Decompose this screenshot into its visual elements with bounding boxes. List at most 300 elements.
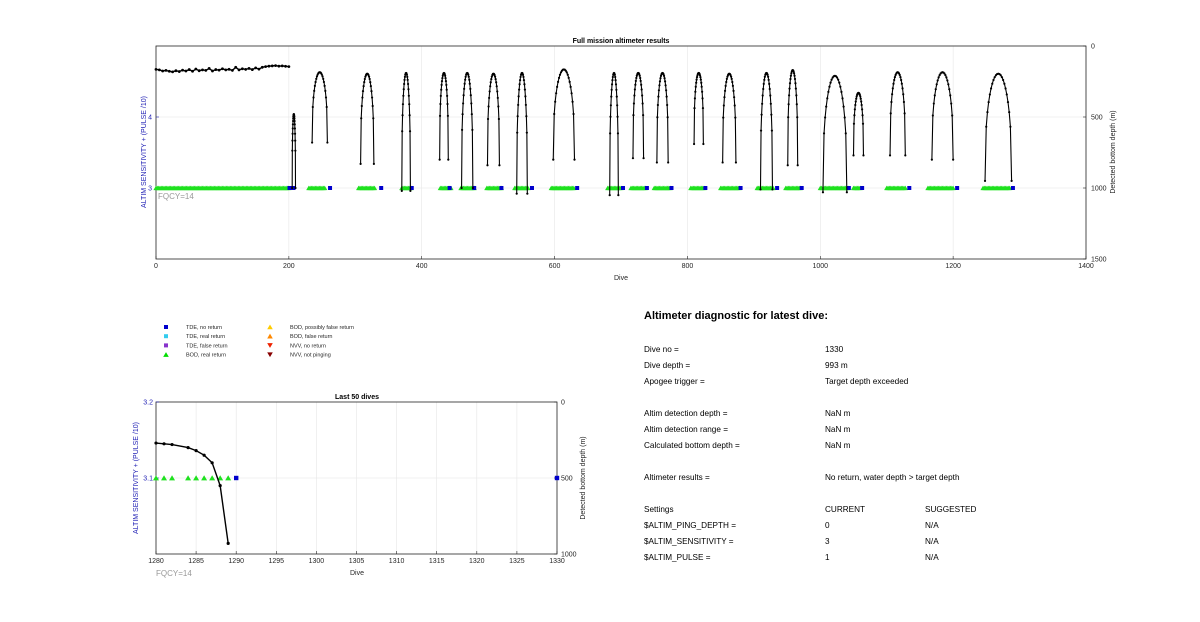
depth-point xyxy=(1009,126,1011,128)
depth-point xyxy=(762,94,764,96)
depth-point xyxy=(634,88,636,90)
depth-point xyxy=(1007,101,1009,103)
depth-point xyxy=(947,83,949,85)
depth-point xyxy=(611,89,613,91)
depth-point xyxy=(526,132,528,134)
depth-point xyxy=(701,91,703,93)
depth-point xyxy=(314,81,316,83)
depth-point xyxy=(825,106,827,108)
depth-point xyxy=(553,113,555,115)
dive-depth-arch xyxy=(553,69,574,159)
depth-point xyxy=(760,129,762,131)
x-tick-label: 1000 xyxy=(812,263,829,270)
x-tick-label: 400 xyxy=(415,263,428,270)
legend-item xyxy=(164,325,222,331)
depth-point xyxy=(469,83,471,85)
depth-point xyxy=(836,76,838,78)
depth-point xyxy=(695,82,697,84)
depth-point xyxy=(490,81,492,83)
depth-point xyxy=(768,83,770,85)
depth-point xyxy=(903,101,905,103)
depth-point xyxy=(244,68,247,71)
depth-point xyxy=(666,96,668,98)
depth-point xyxy=(666,104,668,106)
x-tick-label: 1280 xyxy=(148,558,164,565)
tde-no-return-marker xyxy=(234,476,238,480)
depth-point xyxy=(441,80,443,82)
depth-point xyxy=(788,94,790,96)
depth-point xyxy=(219,484,222,487)
y-tick-label: 500 xyxy=(561,475,573,483)
diag-value: 0 xyxy=(825,521,830,530)
depth-point xyxy=(444,75,446,77)
depth-point xyxy=(730,75,732,77)
depth-point xyxy=(828,86,830,88)
depth-point xyxy=(724,90,726,92)
depth-point xyxy=(614,79,616,81)
depth-point xyxy=(524,89,526,91)
depth-point xyxy=(842,106,844,108)
x-tick-label: 600 xyxy=(548,263,561,270)
depth-point xyxy=(992,79,994,81)
depth-point xyxy=(823,132,825,134)
depth-point xyxy=(165,69,168,72)
depth-point xyxy=(444,77,446,79)
depth-point xyxy=(523,83,525,85)
depth-point xyxy=(617,194,619,196)
depth-point xyxy=(615,89,617,91)
tde-no-return-marker xyxy=(575,186,579,190)
dive-depth-arch xyxy=(610,73,619,195)
depth-point xyxy=(902,93,904,95)
depth-point xyxy=(854,104,856,106)
depth-point xyxy=(261,66,264,69)
depth-point xyxy=(487,105,489,107)
depth-point xyxy=(639,77,641,79)
depth-point xyxy=(487,118,489,120)
depth-point xyxy=(494,76,496,78)
depth-point xyxy=(472,187,474,189)
depth-point xyxy=(827,91,829,93)
depth-point xyxy=(610,104,612,106)
depth-point xyxy=(656,116,658,118)
depth-point xyxy=(403,83,405,85)
top-chart-title: Full mission altimeter results xyxy=(572,38,670,45)
y-tick-label: 1000 xyxy=(561,551,577,559)
depth-point xyxy=(615,83,617,85)
depth-point xyxy=(892,87,894,89)
diag-column-current: CURRENT xyxy=(825,505,866,514)
x-tick-label: 200 xyxy=(283,263,295,270)
depth-point xyxy=(663,75,665,77)
depth-point xyxy=(787,164,789,166)
depth-point xyxy=(407,88,409,90)
depth-point xyxy=(184,70,187,73)
depth-point xyxy=(287,65,290,68)
top-chart-left-ticks xyxy=(148,115,159,193)
depth-point xyxy=(238,68,241,71)
depth-point xyxy=(609,116,611,118)
depth-point xyxy=(659,77,661,79)
depth-point xyxy=(937,79,939,81)
depth-point xyxy=(464,83,466,85)
depth-point xyxy=(702,143,704,145)
diag-value: 993 m xyxy=(825,361,848,370)
depth-point xyxy=(788,103,790,105)
legend-square-marker xyxy=(164,325,168,329)
depth-line xyxy=(156,443,228,543)
depth-point xyxy=(293,115,295,117)
dive-depth-arch xyxy=(932,72,953,159)
bottom-chart-right-label: Detected bottom depth (m) xyxy=(580,436,587,520)
depth-point xyxy=(162,442,165,445)
depth-point xyxy=(1004,87,1006,89)
x-tick-label: 1310 xyxy=(388,558,405,565)
diag-label: Dive no = xyxy=(644,345,679,354)
depth-point xyxy=(766,74,768,76)
tde-no-return-marker xyxy=(847,186,851,190)
depth-point xyxy=(274,64,277,67)
depth-point xyxy=(314,85,316,87)
depth-point xyxy=(523,79,525,81)
legend-item xyxy=(164,334,225,340)
diag-row-settings-header xyxy=(644,502,1164,518)
depth-point xyxy=(445,80,447,82)
depth-point xyxy=(892,83,894,85)
depth-point xyxy=(175,69,178,72)
depth-point xyxy=(497,105,499,107)
depth-point xyxy=(360,163,362,165)
depth-point xyxy=(612,76,614,78)
depth-point xyxy=(571,92,573,94)
diag-value: No return, water depth > target depth xyxy=(825,473,960,482)
depth-point xyxy=(464,79,466,81)
depth-point xyxy=(518,89,520,91)
depth-point xyxy=(860,98,862,100)
depth-point xyxy=(409,190,411,192)
legend-label: TDE, false return xyxy=(186,343,228,350)
depth-point xyxy=(370,85,372,87)
y-tick-label: 4 xyxy=(148,114,152,122)
depth-point xyxy=(292,127,294,129)
depth-point xyxy=(796,103,798,105)
depth-point xyxy=(768,79,770,81)
depth-point xyxy=(790,75,792,77)
depth-point xyxy=(403,79,405,81)
depth-point xyxy=(489,90,491,92)
depth-point xyxy=(404,76,406,78)
depth-point xyxy=(161,70,164,73)
depth-point xyxy=(440,95,442,97)
depth-point xyxy=(498,118,500,120)
depth-point xyxy=(616,96,618,98)
x-tick-label: 800 xyxy=(681,263,694,270)
dive-depth-arch xyxy=(312,72,327,142)
top-chart-right-label: Detected bottom depth (m) xyxy=(1110,110,1117,194)
depth-point xyxy=(837,79,839,81)
legend-item xyxy=(163,352,226,359)
bottom-chart-x-label: Dive xyxy=(349,570,365,577)
x-tick-label: 1320 xyxy=(469,558,485,565)
depth-point xyxy=(519,79,521,81)
depth-point xyxy=(555,92,557,94)
tde-no-return-marker xyxy=(907,186,911,190)
depth-point xyxy=(364,78,366,80)
depth-point xyxy=(281,64,284,67)
tde-no-return-marker xyxy=(955,186,959,190)
depth-point xyxy=(893,79,895,81)
depth-point xyxy=(408,103,410,105)
tde-no-return-marker xyxy=(328,186,332,190)
depth-point xyxy=(201,68,204,71)
y-tick-label: 0 xyxy=(1091,43,1095,51)
diagnostic-title: Altimeter diagnostic for latest dive: xyxy=(644,310,828,322)
depth-point xyxy=(934,94,936,96)
depth-point xyxy=(401,190,403,192)
depth-point xyxy=(234,66,237,69)
top-chart-right-ticks xyxy=(1083,44,1107,264)
tde-no-return-marker xyxy=(379,186,383,190)
depth-point xyxy=(439,159,441,161)
top-chart-depth-lines xyxy=(155,64,1013,196)
depth-point xyxy=(313,90,315,92)
depth-point xyxy=(853,123,855,125)
depth-point xyxy=(984,180,986,182)
depth-point xyxy=(467,74,469,76)
depth-point xyxy=(241,67,244,70)
depth-point xyxy=(558,77,560,79)
depth-point xyxy=(855,100,857,102)
depth-point xyxy=(447,158,449,160)
depth-point xyxy=(403,88,405,90)
depth-point xyxy=(946,79,948,81)
depth-point xyxy=(271,64,274,67)
depth-point xyxy=(789,82,791,84)
depth-point xyxy=(526,193,528,195)
depth-point xyxy=(665,89,667,91)
depth-point xyxy=(439,115,441,117)
depth-point xyxy=(656,161,658,163)
depth-point xyxy=(406,76,408,78)
depth-point xyxy=(933,102,935,104)
diag-label: Calculated bottom depth = xyxy=(644,441,740,450)
legend-square-marker xyxy=(164,343,168,347)
depth-point xyxy=(657,104,659,106)
diag-label: $ALTIM_SENSITIVITY = xyxy=(644,537,734,546)
depth-point xyxy=(611,83,613,85)
depth-point xyxy=(760,114,762,116)
depth-point xyxy=(890,112,892,114)
legend-square-marker xyxy=(164,334,168,338)
depth-point xyxy=(559,74,561,76)
depth-point xyxy=(407,83,409,85)
depth-point xyxy=(700,82,702,84)
legend-item xyxy=(164,343,228,349)
depth-point xyxy=(465,76,467,78)
depth-point xyxy=(439,103,441,105)
depth-point xyxy=(1002,79,1004,81)
depth-point xyxy=(659,80,661,82)
depth-point xyxy=(445,84,447,86)
depth-point xyxy=(441,84,443,86)
bottom-chart-grid xyxy=(156,402,557,554)
depth-point xyxy=(770,103,772,105)
tde-no-return-marker xyxy=(530,186,534,190)
depth-point xyxy=(409,130,411,132)
depth-point xyxy=(793,75,795,77)
depth-point xyxy=(795,87,797,89)
depth-point xyxy=(518,95,520,97)
legend-item xyxy=(267,334,332,341)
depth-point xyxy=(664,80,666,82)
depth-point xyxy=(614,76,616,78)
depth-point xyxy=(633,102,635,104)
depth-point xyxy=(294,133,296,135)
depth-point xyxy=(986,111,988,113)
dive-depth-arch xyxy=(657,73,668,162)
depth-point xyxy=(759,188,761,190)
depth-point xyxy=(519,76,521,78)
depth-point xyxy=(468,79,470,81)
depth-point xyxy=(321,75,323,77)
depth-point xyxy=(368,76,370,78)
x-tick-label: 1315 xyxy=(428,558,445,565)
legend-triangle-marker xyxy=(267,334,273,339)
depth-point xyxy=(769,88,771,90)
depth-point xyxy=(845,132,847,134)
depth-point xyxy=(554,101,556,103)
depth-point xyxy=(277,65,280,68)
depth-point xyxy=(324,90,326,92)
depth-point xyxy=(694,97,696,99)
dive-depth-arch xyxy=(890,72,905,155)
depth-point xyxy=(794,82,796,84)
depth-point xyxy=(699,74,701,76)
depth-point xyxy=(496,90,498,92)
dive-depth-arch xyxy=(402,73,411,191)
depth-point xyxy=(935,88,937,90)
legend xyxy=(163,324,354,358)
depth-point xyxy=(632,157,634,159)
tde-no-return-marker xyxy=(669,186,673,190)
depth-point xyxy=(489,85,491,87)
depth-point xyxy=(556,86,558,88)
depth-point xyxy=(632,114,634,116)
depth-point xyxy=(268,65,271,68)
depth-point xyxy=(952,158,954,160)
depth-point xyxy=(989,93,991,95)
tde-no-return-marker xyxy=(621,186,625,190)
depth-point xyxy=(932,114,934,116)
diag-row-detection-range xyxy=(644,422,1164,438)
depth-point xyxy=(664,84,666,86)
depth-point xyxy=(370,90,372,92)
depth-point xyxy=(733,96,735,98)
bottom-chart-left-label: ALTIM SENSITIVITY + (PULSE /10) xyxy=(133,422,140,534)
depth-point xyxy=(640,80,642,82)
dive-depth-arch xyxy=(823,76,847,192)
depth-point xyxy=(945,76,947,78)
diagnostic-panel xyxy=(644,310,1164,566)
dive-depth-arch xyxy=(633,73,644,158)
diag-row-calculated-bottom xyxy=(644,438,1164,454)
depth-point xyxy=(198,69,201,72)
depth-point xyxy=(635,77,637,79)
depth-point xyxy=(861,108,863,110)
x-tick-label: 1325 xyxy=(509,558,525,565)
depth-point xyxy=(725,81,727,83)
depth-point xyxy=(566,71,568,73)
depth-point xyxy=(188,68,191,71)
depth-point xyxy=(694,91,696,93)
depth-point xyxy=(617,132,619,134)
depth-point xyxy=(894,76,896,78)
dive-depth-arch xyxy=(761,73,773,189)
depth-point xyxy=(497,97,499,99)
depth-point xyxy=(195,449,198,452)
depth-point xyxy=(700,79,702,81)
depth-point xyxy=(446,103,448,105)
diag-value: N/A xyxy=(925,553,939,562)
depth-point xyxy=(735,161,737,163)
depth-point xyxy=(861,114,863,116)
depth-point xyxy=(822,191,824,193)
depth-point xyxy=(839,86,841,88)
depth-point xyxy=(794,78,796,80)
diag-row-pulse xyxy=(644,550,1164,566)
depth-point xyxy=(994,76,996,78)
depth-point xyxy=(524,95,526,97)
depth-point xyxy=(702,107,704,109)
bottom-chart-left-ticks xyxy=(143,400,159,483)
legend-triangle-marker xyxy=(267,343,273,348)
depth-point xyxy=(264,65,267,68)
depth-point xyxy=(642,114,644,116)
tde-no-return-marker xyxy=(448,186,452,190)
depth-point xyxy=(294,140,296,142)
depth-point xyxy=(461,129,463,131)
legend-label: NVV, no return xyxy=(290,343,326,350)
depth-point xyxy=(723,96,725,98)
depth-point xyxy=(208,67,211,70)
dive-depth-arch xyxy=(517,73,528,194)
depth-point xyxy=(793,72,795,74)
depth-point xyxy=(158,68,161,71)
depth-point xyxy=(552,159,554,161)
depth-point xyxy=(890,101,892,103)
depth-point xyxy=(771,129,773,131)
diag-value: NaN m xyxy=(825,425,851,434)
depth-point xyxy=(860,100,862,102)
diag-row-results xyxy=(644,470,1164,486)
depth-point xyxy=(985,126,987,128)
depth-point xyxy=(616,116,618,118)
depth-point xyxy=(732,90,734,92)
depth-point xyxy=(446,89,448,91)
y-tick-label: 500 xyxy=(1091,114,1103,122)
depth-point xyxy=(663,77,665,79)
depth-point xyxy=(731,78,733,80)
depth-point xyxy=(154,441,157,444)
depth-point xyxy=(468,76,470,78)
diag-value: NaN m xyxy=(825,409,851,418)
depth-point xyxy=(734,116,736,118)
y-tick-label: 0 xyxy=(561,399,565,407)
depth-point xyxy=(361,96,363,98)
depth-point xyxy=(440,89,442,91)
depth-point xyxy=(224,68,227,71)
legend-item xyxy=(267,343,326,349)
